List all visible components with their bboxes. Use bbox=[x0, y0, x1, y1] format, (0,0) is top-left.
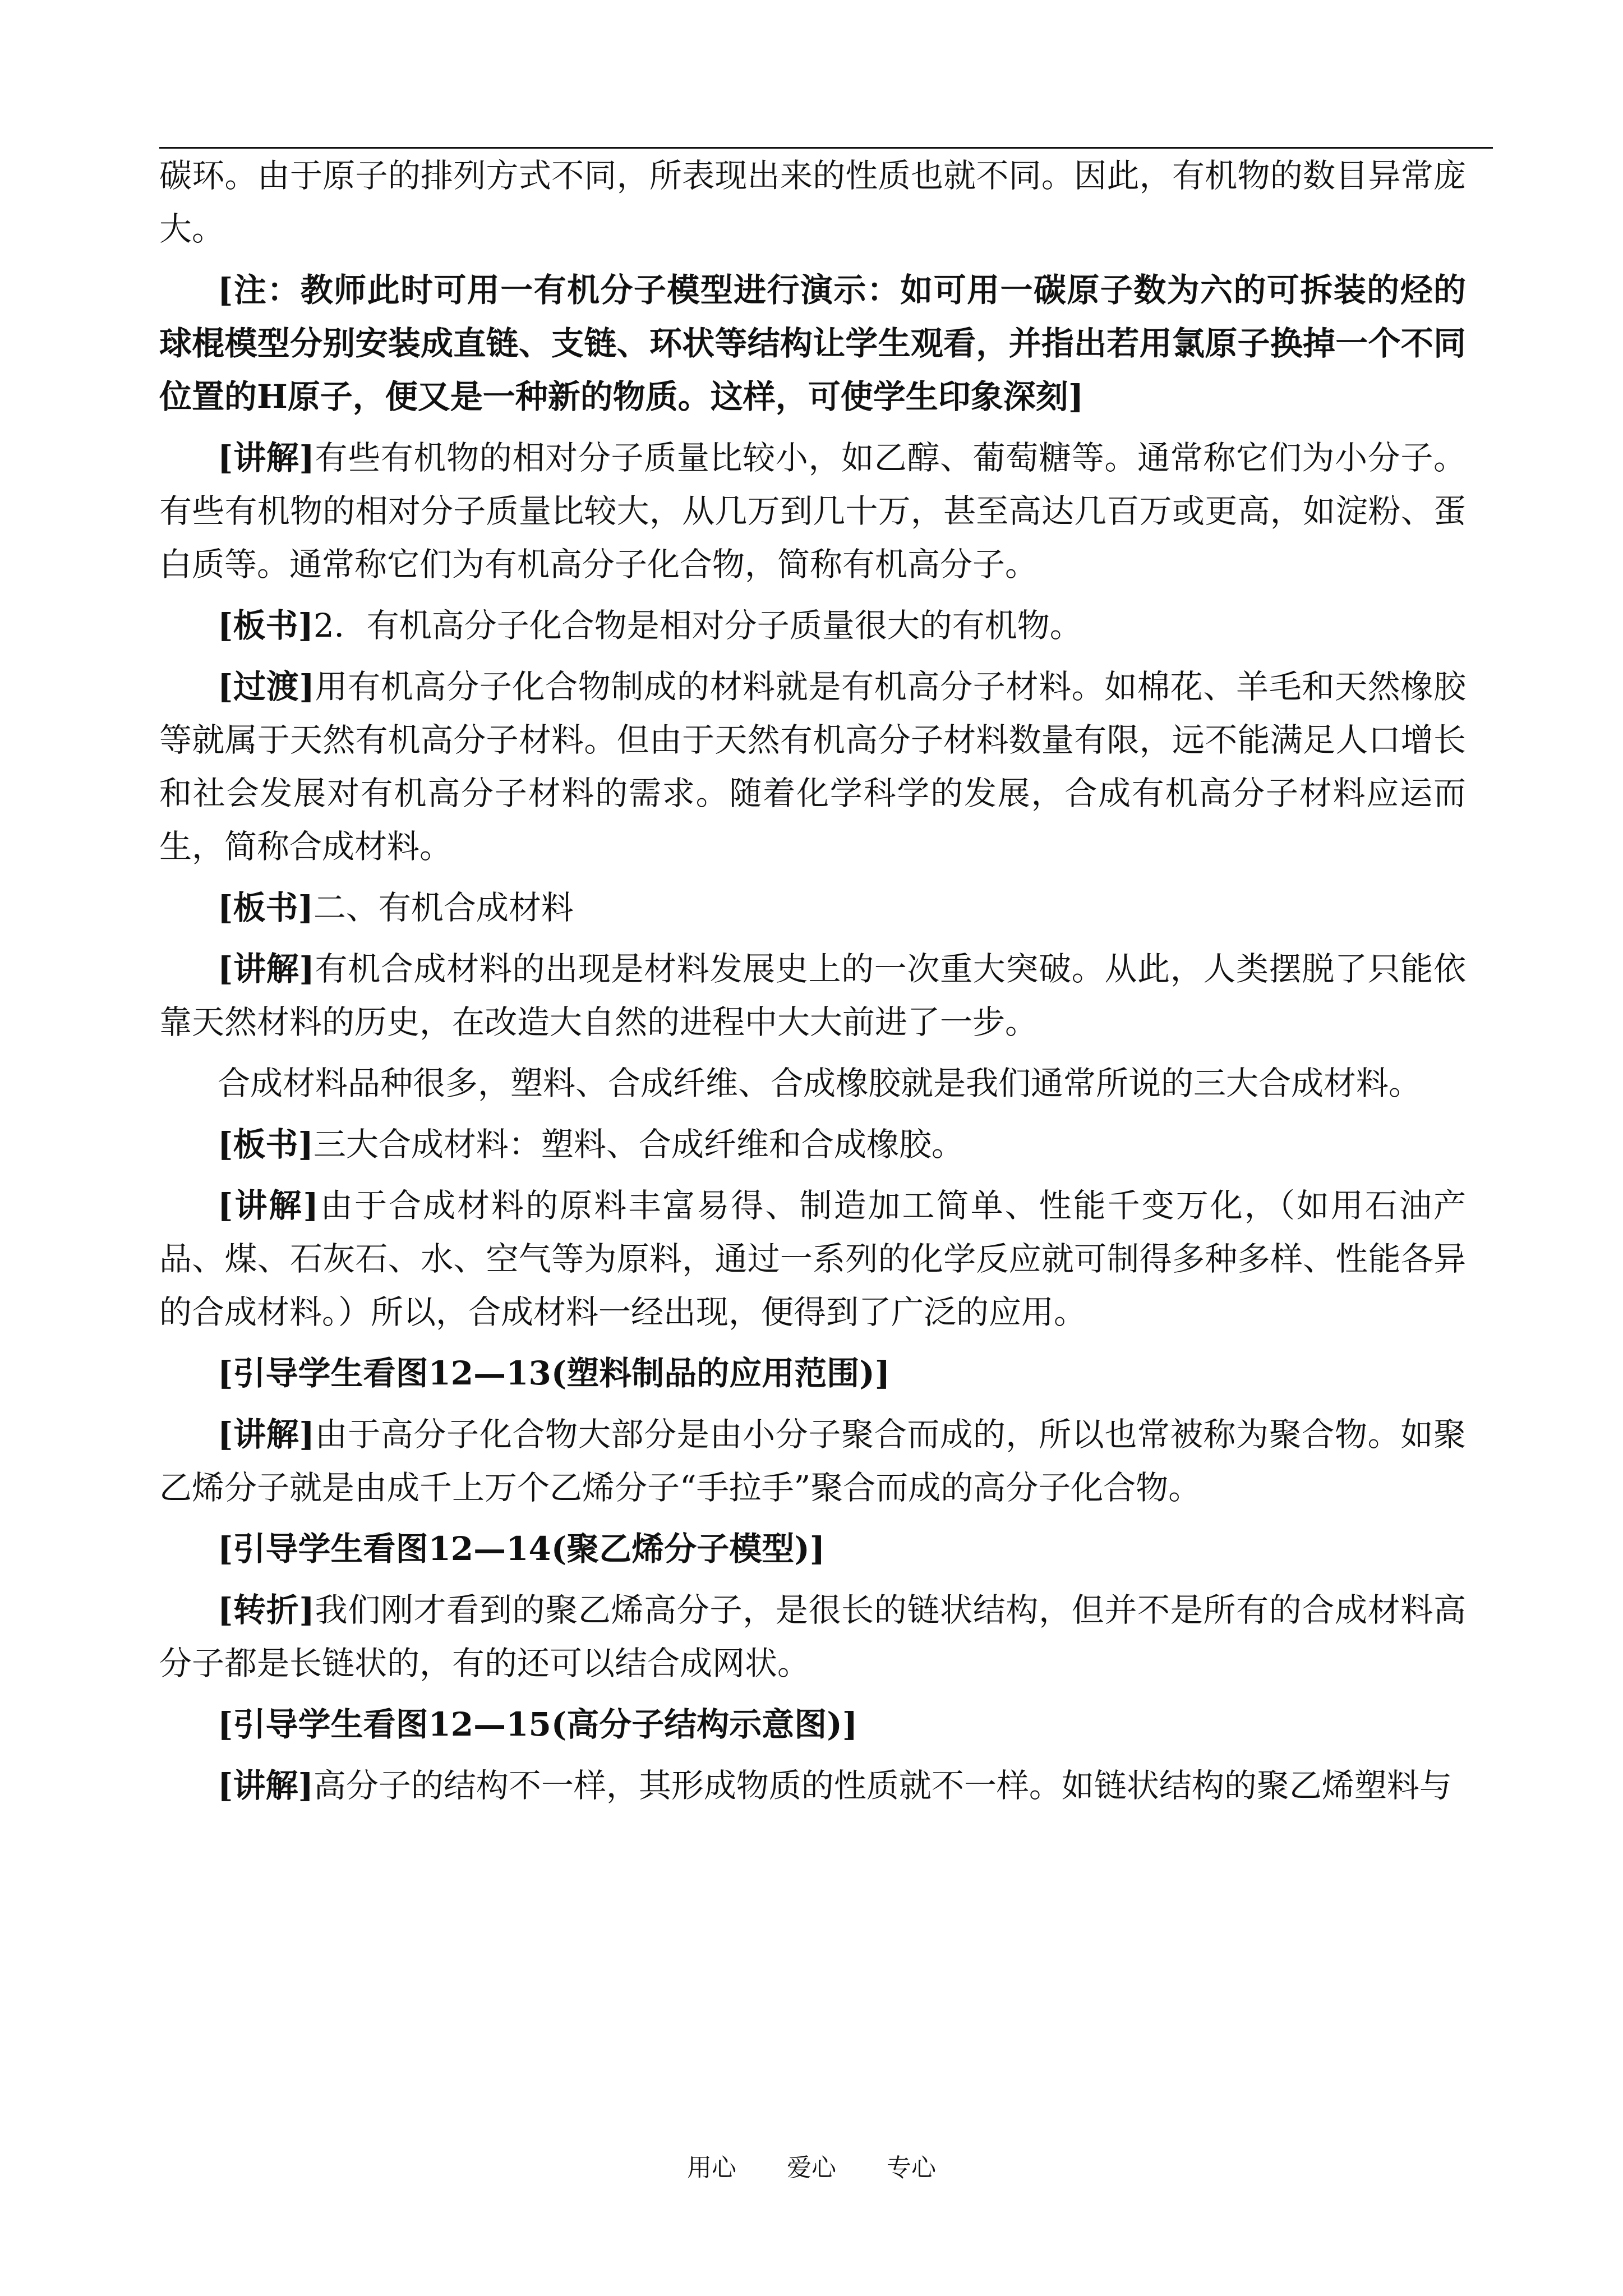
paragraph-guide-figure-12-15 bbox=[159, 1698, 1466, 1751]
paragraph-text: 2．有机高分子化合物是相对分子质量很大的有机物。 bbox=[313, 606, 1082, 645]
paragraph-text: 高分子的结构不一样，其形成物质的性质就不一样。如链状结构的聚乙烯塑料与 bbox=[313, 1766, 1452, 1805]
paragraph-tag: [板书] bbox=[218, 606, 313, 645]
paragraph-explain-polymers bbox=[159, 1408, 1466, 1515]
paragraph-text: [引导学生看图12—13(塑料制品的应用范围)] bbox=[218, 1354, 891, 1392]
paragraph-teacher-note bbox=[159, 264, 1466, 424]
paragraph-text: 由于合成材料的原料丰富易得、制造加工简单、性能千变万化，（如用石油产品、煤、石灰石、水、空气等为原料，通过一系列的化学反应就可制得多种多样、性能各异的合成材料。）所以，合成材料一经出现，便得到了广泛的应用。 bbox=[159, 1186, 1466, 1331]
paragraph-guide-figure-12-14 bbox=[159, 1522, 1466, 1576]
paragraph-tag: [讲解] bbox=[218, 1186, 319, 1225]
paragraph-guide-figure-12-13 bbox=[159, 1347, 1466, 1400]
paragraph-explain-applications bbox=[159, 1179, 1466, 1339]
paragraph-three-materials-intro bbox=[159, 1057, 1466, 1110]
paragraph-board-three-materials bbox=[159, 1118, 1466, 1171]
footer-text-zhuanxin: 专心 bbox=[887, 2154, 936, 2182]
paragraph-turn-network-structure bbox=[159, 1584, 1466, 1690]
paragraph-text: 二、有机合成材料 bbox=[313, 889, 574, 927]
paragraph-tag: [讲解] bbox=[218, 439, 315, 477]
paragraph-tag: [板书] bbox=[218, 1125, 313, 1163]
paragraph-text: 由于高分子化合物大部分是由小分子聚合而成的，所以也常被称为聚合物。如聚乙烯分子就是由成千上万个乙烯分子“手拉手”聚合而成的高分子化合物。 bbox=[159, 1415, 1466, 1507]
paragraph-explain-structure-properties bbox=[159, 1759, 1466, 1812]
paragraph-tag: [过渡] bbox=[218, 668, 315, 706]
paragraph-text: 碳环。由于原子的排列方式不同，所表现出来的性质也就不同。因此，有机物的数目异常庞大。 bbox=[159, 157, 1466, 248]
paragraph-text: 有机合成材料的出现是材料发展史上的一次重大突破。从此，人类摆脱了只能依靠天然材料的历史，在改造大自然的进程中大大前进了一步。 bbox=[159, 950, 1466, 1041]
paragraph-tag: [讲解] bbox=[218, 1766, 313, 1805]
page-footer bbox=[0, 2151, 1623, 2185]
paragraph-text: 有些有机物的相对分子质量比较小，如乙醇、葡萄糖等。通常称它们为小分子。有些有机物的相对分子质量比较大，从几万到几十万，甚至高达几百万或更高，如淀粉、蛋白质等。通常称它们为有机高分子化合物，简称有机高分子。 bbox=[159, 439, 1466, 583]
paragraph-text: [引导学生看图12—15(高分子结构示意图)] bbox=[218, 1705, 858, 1743]
paragraph-text: 用有机高分子化合物制成的材料就是有机高分子材料。如棉花、羊毛和天然橡胶等就属于天然有机高分子材料。但由于天然有机高分子材料数量有限，远不能满足人口增长和社会发展对有机高分子材料的需求。随着化学科学的发展，合成有机高分子材料应运而生，简称合成材料。 bbox=[159, 668, 1466, 866]
paragraph-board-synthetic-materials bbox=[159, 881, 1466, 935]
footer-text-yongxin: 用心 bbox=[687, 2154, 736, 2182]
header-rule bbox=[159, 147, 1493, 149]
paragraph-text: 合成材料品种很多，塑料、合成纤维、合成橡胶就是我们通常所说的三大合成材料。 bbox=[218, 1064, 1422, 1102]
paragraph-text: [引导学生看图12—14(聚乙烯分子模型)] bbox=[218, 1530, 826, 1568]
paragraph-text: 我们刚才看到的聚乙烯高分子，是很长的链状结构，但并不是所有的合成材料高分子都是长链状的，有的还可以结合成网状。 bbox=[159, 1591, 1466, 1682]
document-body bbox=[159, 149, 1466, 1812]
paragraph-board-polymer-definition bbox=[159, 599, 1466, 652]
paragraph-carbon-ring bbox=[159, 149, 1466, 256]
paragraph-transition bbox=[159, 660, 1466, 873]
paragraph-text: 三大合成材料：塑料、合成纤维和合成橡胶。 bbox=[313, 1125, 964, 1163]
paragraph-tag: [转折] bbox=[218, 1591, 315, 1629]
paragraph-text: [注：教师此时可用一有机分子模型进行演示：如可用一碳原子数为六的可拆装的烃的球棍模型分别安装成直链、支链、环状等结构让学生观看，并指出若用氯原子换掉一个不同位置的H原子，便又是一种新的物质。这样，可使学生印象深刻] bbox=[159, 271, 1466, 416]
paragraph-tag: [讲解] bbox=[218, 1415, 315, 1453]
paragraph-explain-breakthrough bbox=[159, 942, 1466, 1049]
paragraph-explain-molecular-mass bbox=[159, 431, 1466, 591]
paragraph-tag: [板书] bbox=[218, 889, 313, 927]
paragraph-tag: [讲解] bbox=[218, 950, 315, 988]
footer-text-aixin: 爱心 bbox=[787, 2154, 836, 2182]
